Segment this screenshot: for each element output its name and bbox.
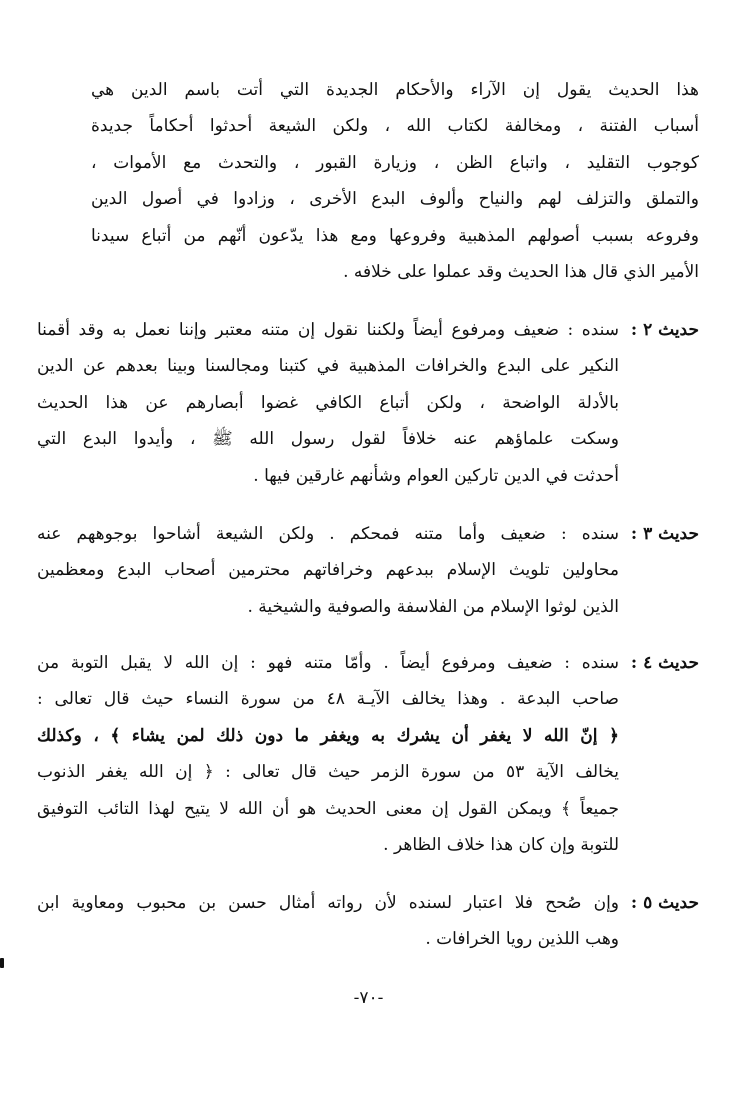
hadith-line: سنده : ضعيف ومرفوع أيضاً ولكننا نقول إن متنه معتبر وإننا نعمل به وقد أقمنا [37, 320, 619, 340]
hadith-5-body [37, 885, 619, 958]
hadith-4-body [37, 645, 619, 863]
intro-line: وفروعه بسبب أصولهم المذهبية وفروعها ومع هذا يدّعون أنّهم من أتباع سيدنا [91, 225, 699, 246]
hadith-line: جميعاً ﴾ ويمكن القول إن معنى الحديث هو أن الله لا يتيح لهذا التائب التوفيق [37, 798, 619, 819]
intro-line: والتملق والتزلف لهم والنياح وألوف البدع الأخرى ، وزادوا في أصول الدين [91, 189, 699, 210]
page-number: -٧٠- [353, 988, 384, 1008]
hadith-line: يخالف الآية ٥٣ من سورة الزمر حيث قال تعالى : ﴿ إن الله يغفر الذنوب [37, 762, 619, 783]
hadith-line: سنده : ضعيف ومرفوع أيضاً . وأمّا متنه فهو : إن الله لا يقبل التوبة من [37, 653, 619, 673]
hadith-3-label: حديث ٣ : [630, 524, 699, 544]
intro-line: كوجوب التقليد ، واتباع الظن ، وزيارة القبور ، والتحدث مع الأموات ، [91, 152, 699, 173]
hadith-2-body [37, 312, 619, 494]
hadith-line: صاحب البدعة . وهذا يخالف الآيـة ٤٨ من سورة النساء حيث قال تعالى : [37, 689, 619, 710]
intro-line: هذا الحديث يقول إن الآراء والأحكام الجديدة التي أتت باسم الدين هي [91, 80, 699, 100]
intro-line: أسباب الفتنة ، ومخالفة لكتاب الله ، ولكن الشيعة أحدثوا أحكاماً جديدة [91, 116, 699, 137]
quran-verse-line: ﴿ إنّ الله لا يغفر أن يشرك به ويغفر ما دون ذلك لمن يشاء ﴾ ، وكذلك [37, 725, 619, 746]
hadith-line: للتوبة وإن كان هذا خلاف الظاهر . [383, 834, 619, 855]
intro-line: الأمير الذي قال هذا الحديث وقد عملوا على خلافه . [343, 261, 699, 282]
hadith-line: وهب اللذين رويا الخرافات . [425, 929, 619, 950]
margin-mark [0, 958, 4, 968]
hadith-2-label: حديث ٢ : [630, 320, 699, 340]
hadith-line: محاولين تلويث الإسلام ببدعهم وخرافاتهم محترمين أصحاب البدع ومعظمين [37, 560, 619, 581]
intro-paragraph [91, 72, 699, 290]
hadith-line: وسكت علماؤهم عنه خلافاً لقول رسول الله ﷺ ، وأيدوا البدع التي [37, 429, 619, 450]
hadith-line: الذين لوثوا الإسلام من الفلاسفة والصوفية والشيخية . [247, 596, 619, 617]
hadith-line: سنده : ضعيف وأما متنه فمحكم . ولكن الشيعة أشاحوا بوجوههم عنه [37, 524, 619, 544]
hadith-line: وإن صُحح فلا اعتبار لسنده لأن رواته أمثال حسن بن محبوب ومعاوية ابن [37, 893, 619, 913]
hadith-line: أحدثت في الدين تاركين العوام وشأنهم غارقين فيها . [253, 465, 619, 486]
hadith-3-body [37, 516, 619, 625]
hadith-line: النكير على البدع والخرافات المذهبية في كتبنا ومجالسنا وبينا بعدهم عن الدين [37, 356, 619, 377]
hadith-5-label: حديث ٥ : [630, 893, 699, 913]
hadith-4-label: حديث ٤ : [630, 653, 699, 673]
hadith-line: بالأدلة الواضحة ، ولكن أتباع الكافي غضوا أبصارهم عن هذا الحديث [37, 392, 619, 413]
